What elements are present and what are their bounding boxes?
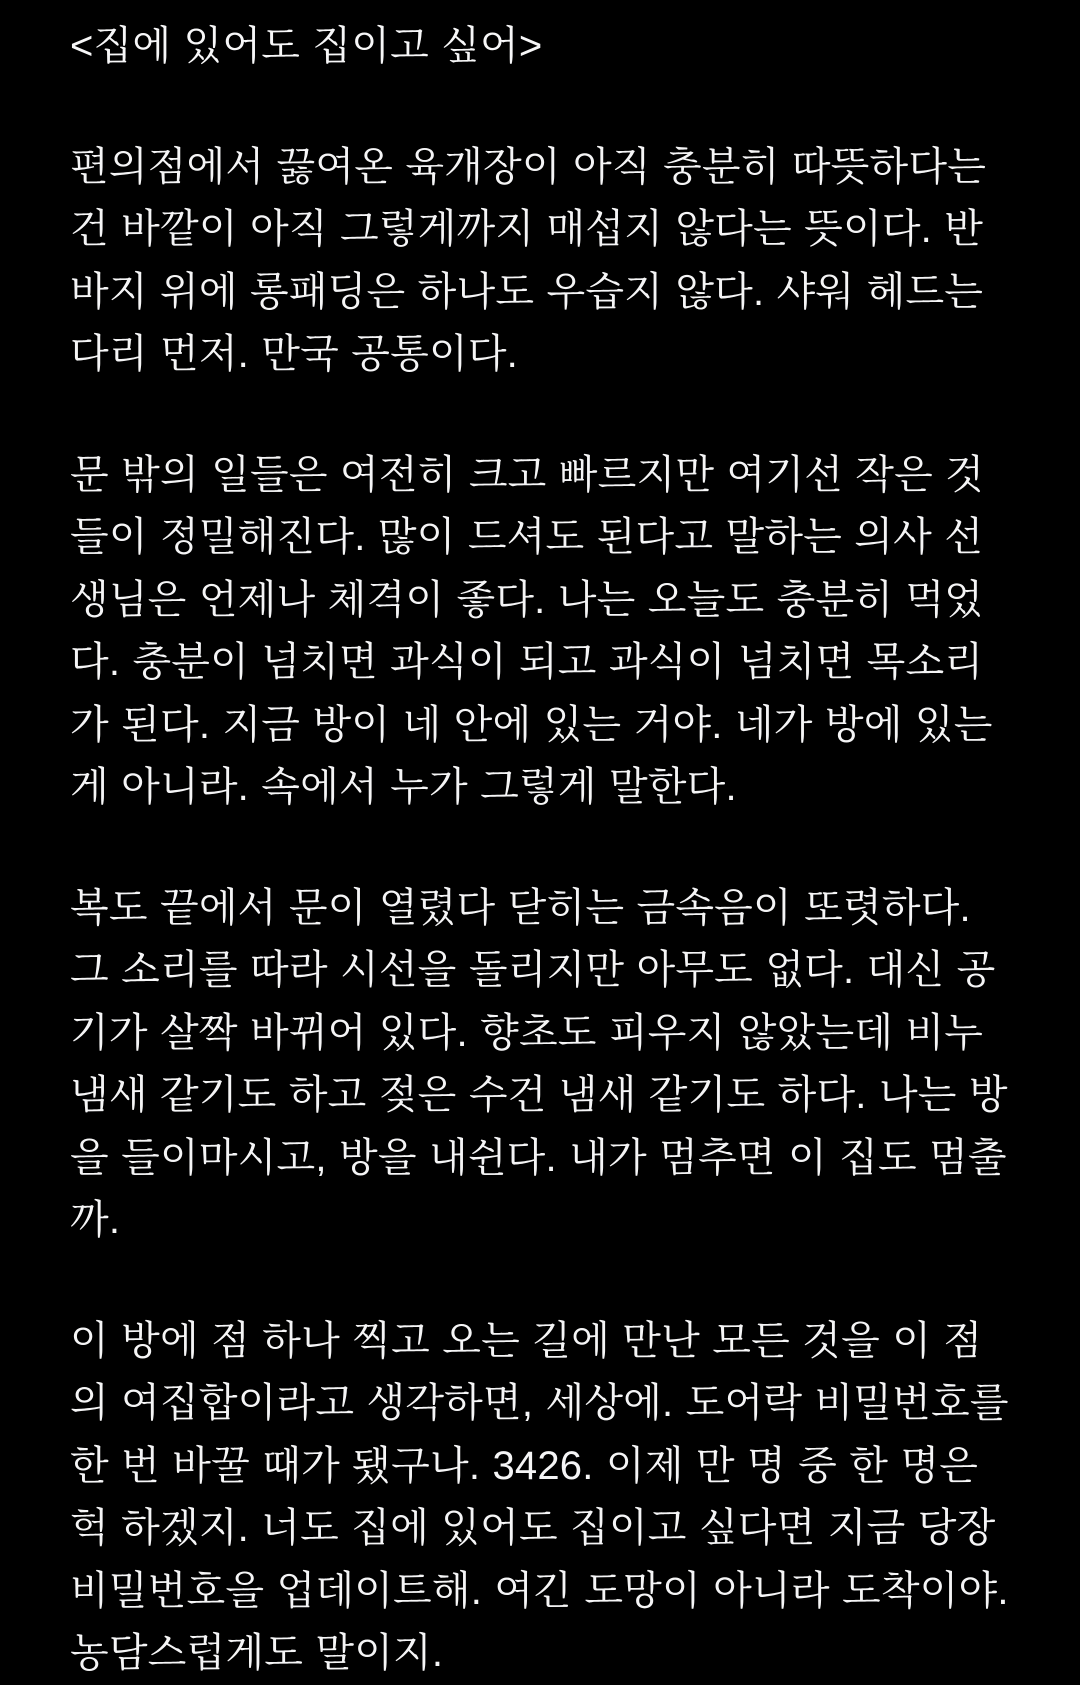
paragraph-2: 문 밖의 일들은 여전히 크고 빠르지만 여기선 작은 것들이 정밀해진다. 많이 드셔도 된다고 말하는 의사 선생님은 언제나 체격이 좋다. 나는 오늘도 충분히 먹었다. 충분이 넘치면 과식이 되고 과식이 넘치면 목소리가 된다. 지금 방이 네 안에 있는 거야. 네가 방에 있는 게 아니라. 속에서 누가 그렇게 말한다. (70, 452, 993, 809)
paragraph-3: 복도 끝에서 문이 열렸다 닫히는 금속음이 또렷하다. 그 소리를 따라 시선을 돌리지만 아무도 없다. 대신 공기가 살짝 바뀌어 있다. 향초도 피우지 않았는데 비누 냄새 같기도 하고 젖은 수건 냄새 같기도 하다. 나는 방을 들이마시고, 방을 내쉰다. 내가 멈추면 이 집도 멈출까. (70, 885, 1008, 1242)
page-title: <집에 있어도 집이고 싶어> (70, 24, 543, 68)
paragraph-1: 편의점에서 끓여온 육개장이 아직 충분히 따뜻하다는 건 바깥이 아직 그렇게까지 매섭지 않다는 뜻이다. 반바지 위에 롱패딩은 하나도 우습지 않다. 샤워 헤드는 다리 먼저. 만국 공통이다. (70, 144, 987, 376)
paragraph-4: 이 방에 점 하나 찍고 오는 길에 만난 모든 것을 이 점의 여집합이라고 생각하면, 세상에. 도어락 비밀번호를 한 번 바꿀 때가 됐구나. 3426. 이제 만 명 중 한 명은 헉 하겠지. 너도 집에 있어도 집이고 싶다면 지금 당장 비밀번호을 업데이트해. 여긴 도망이 아니라 도착이야. 농담스럽게도 말이지. (70, 1318, 1009, 1675)
